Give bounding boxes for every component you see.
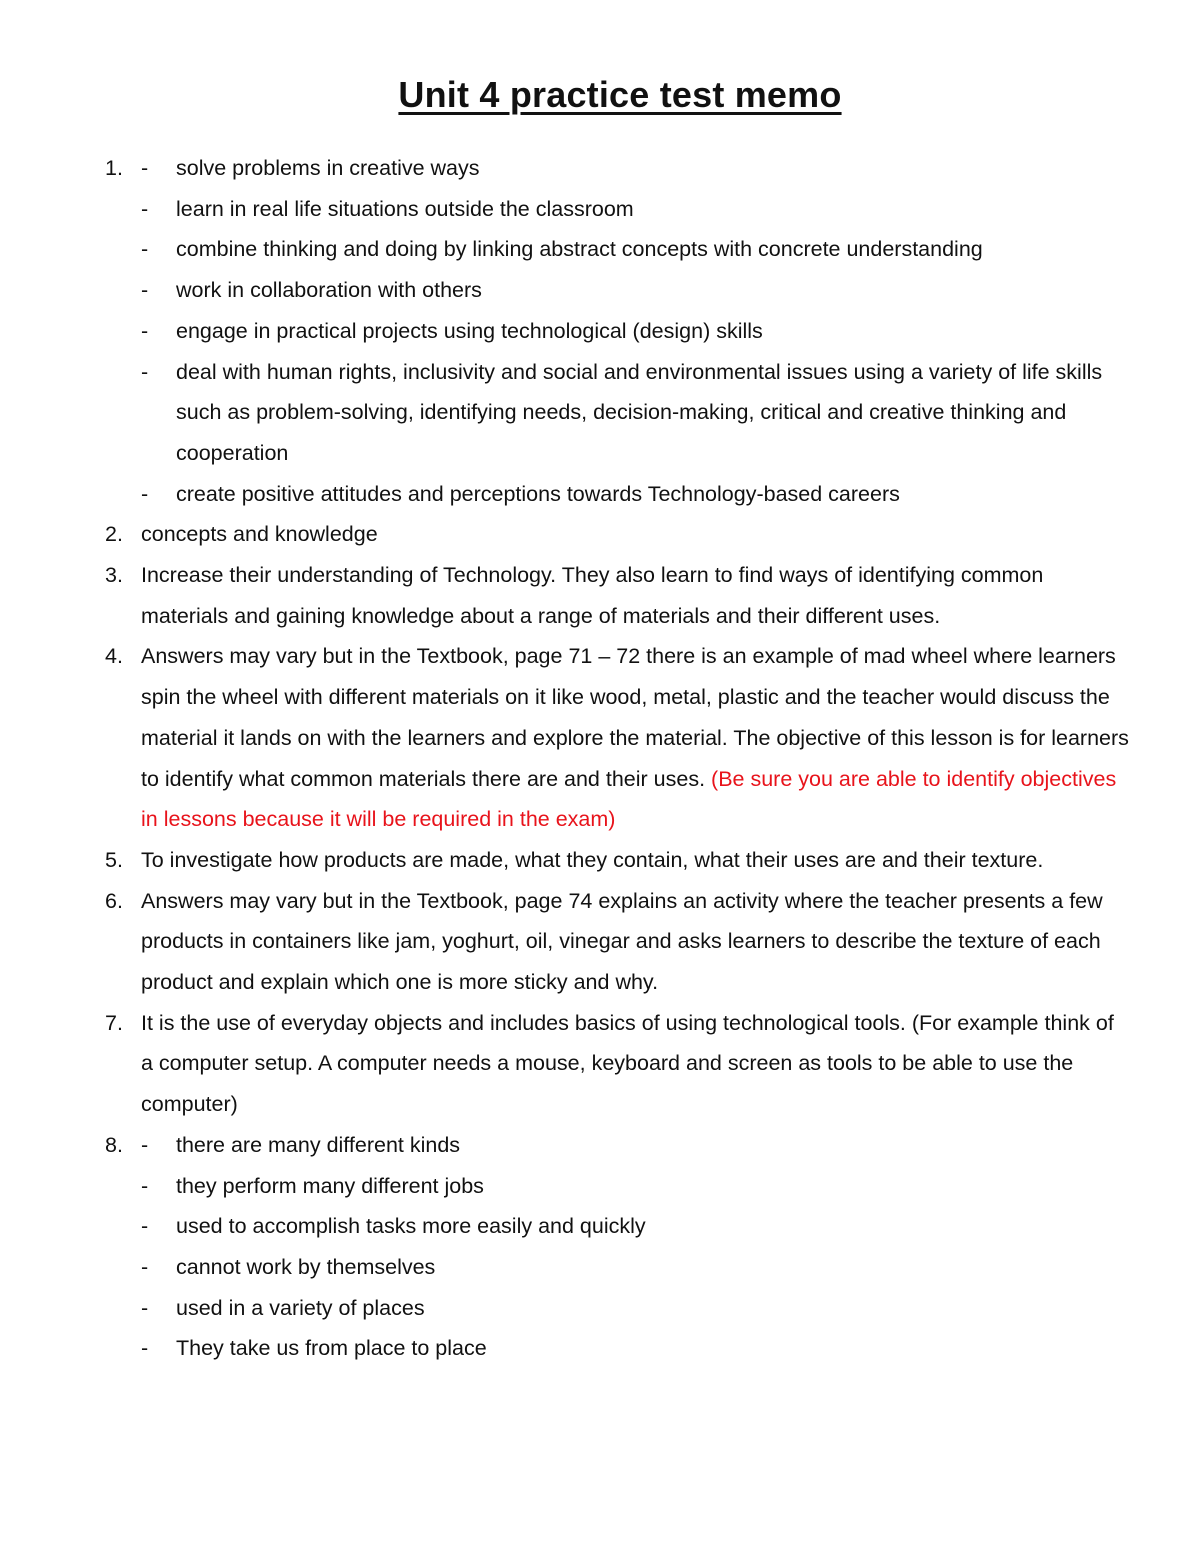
bullet-text: engage in practical projects using technological (design) skills [176, 318, 763, 343]
dash-marker: - [141, 278, 149, 303]
list-item-5 [105, 840, 1130, 881]
bullet-row [141, 148, 1130, 189]
list-item-6 [105, 881, 1130, 1003]
bullet-text: used to accomplish tasks more easily and quickly [176, 1214, 646, 1239]
dash-marker: - [141, 481, 149, 506]
item-text: concepts and knowledge [141, 522, 378, 547]
bullet-row [141, 311, 1130, 352]
bullet-text: work in collaboration with others [176, 278, 482, 303]
item-number: 5. [105, 847, 123, 872]
bullet-text: deal with human rights, inclusivity and social and environmental issues using a variety of life skills such as problem-solving, identifying needs, decision-making, critical and creative thinking and cooperation [176, 359, 1103, 465]
bullet-text: combine thinking and doing by linking abstract concepts with concrete understanding [176, 237, 983, 262]
item-number: 1. [105, 156, 123, 180]
bullet-row [141, 189, 1130, 230]
dash-marker: - [141, 196, 149, 221]
page-title: Unit 4 practice test memo [398, 74, 842, 115]
bullet-text: learn in real life situations outside the classroom [176, 196, 634, 221]
bullet-row [141, 1288, 1130, 1329]
dash-marker: - [141, 1132, 149, 1157]
list-item-2 [105, 514, 1130, 555]
item-text: To investigate how products are made, what they contain, what their uses are and their texture. [141, 847, 1044, 872]
bullet-row [141, 1328, 1130, 1369]
dash-marker: - [141, 1295, 149, 1320]
list-item-7 [105, 1003, 1130, 1125]
bullet-row [141, 1125, 1130, 1166]
list-item-4 [105, 636, 1130, 840]
bullet-text: there are many different kinds [176, 1132, 461, 1157]
item-number: 2. [105, 522, 123, 547]
list-item-3 [105, 555, 1130, 636]
item-text-main: Answers may vary but in the Textbook, page 71 – 72 there is an example of mad wheel where learners spin the wheel with different materials on it like wood, metal, plastic and the teacher would discuss the material it lands on with the learners and explore the material. The objective of this lesson is for learners to identify what common materials there are and their uses. [141, 644, 1129, 791]
list-item-8 [105, 1125, 1130, 1369]
bullet-text: used in a variety of places [176, 1295, 425, 1320]
dash-marker: - [141, 237, 149, 262]
item-number: 3. [105, 563, 123, 588]
bullet-row [141, 352, 1130, 474]
bullet-text: solve problems in creative ways [176, 156, 480, 180]
bullet-row [141, 474, 1130, 515]
bullet-row [141, 270, 1130, 311]
bullet-text: they perform many different jobs [176, 1173, 484, 1198]
dash-marker: - [141, 318, 149, 343]
bullet-row [141, 229, 1130, 270]
item-text: It is the use of everyday objects and includes basics of using technological tools. (For example think of a computer setup. A computer needs a mouse, keyboard and screen as tools to be able to use the computer) [141, 1010, 1114, 1117]
list-item-1 [105, 148, 1130, 514]
item-text: Answers may vary but in the Textbook, page 74 explains an activity where the teacher presents a few products in containers like jam, yoghurt, oil, vinegar and asks learners to describe the texture of each product and explain which one is more sticky and why. [141, 888, 1103, 995]
item-number: 4. [105, 644, 123, 669]
answer-list [105, 148, 1130, 1369]
dash-marker: - [141, 359, 149, 384]
dash-marker: - [141, 1336, 149, 1361]
dash-marker: - [141, 156, 149, 180]
bullet-row [141, 1166, 1130, 1207]
item-number: 6. [105, 888, 123, 913]
item-number: 7. [105, 1010, 123, 1035]
bullet-text: create positive attitudes and perceptions towards Technology-based careers [176, 481, 900, 506]
item-number: 8. [105, 1132, 123, 1157]
bullet-row [141, 1206, 1130, 1247]
bullet-text: They take us from place to place [176, 1336, 487, 1361]
bullet-text: cannot work by themselves [176, 1254, 436, 1279]
dash-marker: - [141, 1254, 149, 1279]
bullet-row [141, 1247, 1130, 1288]
item-text: Increase their understanding of Technology. They also learn to find ways of identifying common materials and gaining knowledge about a range of materials and their different uses. [141, 563, 1044, 628]
exam-note: (Be sure you are able to identify objectives in lessons because it will be required in the exam) [141, 766, 1117, 832]
dash-marker: - [141, 1173, 149, 1198]
item-text [141, 644, 1129, 831]
dash-marker: - [141, 1214, 149, 1239]
